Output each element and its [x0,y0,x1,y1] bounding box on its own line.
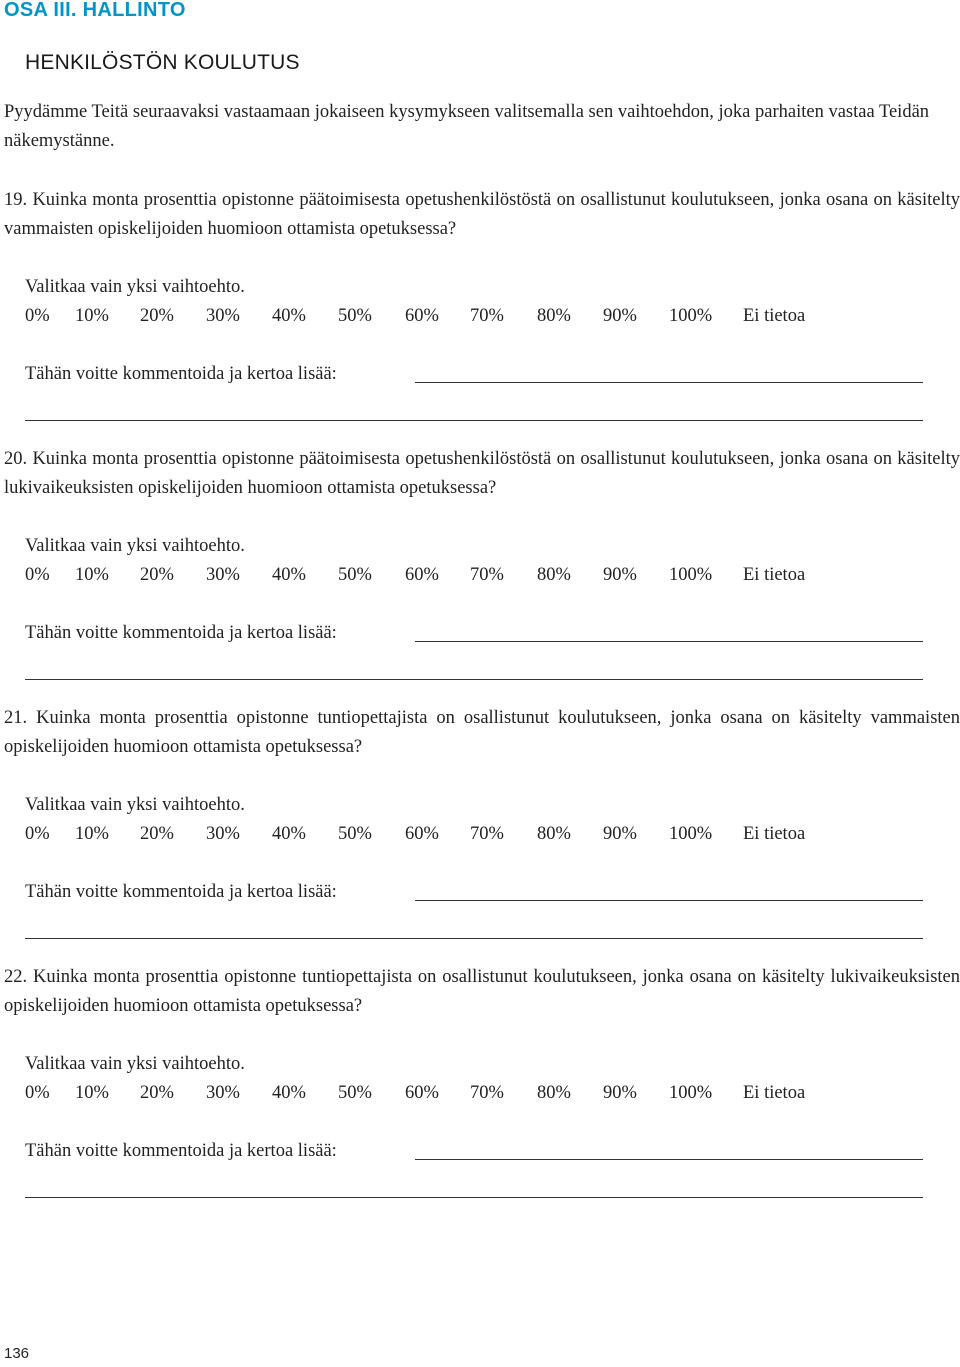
option-10[interactable]: 10% [75,1083,109,1103]
option-70[interactable]: 70% [470,306,504,326]
option-80[interactable]: 80% [537,306,571,326]
option-20[interactable]: 20% [140,306,174,326]
option-0[interactable]: 0% [25,306,50,326]
comment-line[interactable] [25,938,923,939]
option-40[interactable]: 40% [272,306,306,326]
option-50[interactable]: 50% [338,1083,372,1103]
page-number: 136 [4,1345,30,1362]
option-40[interactable]: 40% [272,824,306,844]
option-30[interactable]: 30% [206,1083,240,1103]
option-30[interactable]: 30% [206,306,240,326]
comment-label: Tähän voitte kommentoida ja kertoa lisää: [25,623,337,643]
question-text: 19. Kuinka monta prosenttia opistonne päätoimisesta opetushenkilöstöstä on osallistunut koulutukseen, jonka osana on käsitelty vammaisten opiskelijoiden huomioon ottamista opetuksessa? [4,190,960,239]
question-text: 22. Kuinka monta prosenttia opistonne tuntiopettajista on osallistunut koulutukseen, jonka osana on käsitelty lukivaikeuksisten opiskelijoiden huomioon ottamista opetuksessa? [4,967,960,1016]
option-70[interactable]: 70% [470,565,504,585]
option-20[interactable]: 20% [140,1083,174,1103]
option-40[interactable]: 40% [272,565,306,585]
comment-line[interactable] [25,679,923,680]
option-60[interactable]: 60% [405,824,439,844]
option-0[interactable]: 0% [25,824,50,844]
question-instruction: Valitkaa vain yksi vaihtoehto. [25,277,245,297]
section-title: HENKILÖSTÖN KOULUTUS [25,51,300,74]
option-0[interactable]: 0% [25,1083,50,1103]
option-70[interactable]: 70% [470,1083,504,1103]
option-90[interactable]: 90% [603,565,637,585]
option-50[interactable]: 50% [338,824,372,844]
comment-line[interactable] [415,900,923,901]
option-30[interactable]: 30% [206,565,240,585]
comment-line[interactable] [25,420,923,421]
option-50[interactable]: 50% [338,565,372,585]
option-10[interactable]: 10% [75,565,109,585]
option-30[interactable]: 30% [206,824,240,844]
comment-line[interactable] [415,382,923,383]
option-80[interactable]: 80% [537,565,571,585]
option-ei-tietoa[interactable]: Ei tietoa [743,306,806,326]
intro-text: Pyydämme Teitä seuraavaksi vastaamaan jokaiseen kysymykseen valitsemalla sen vaihtoehdon, joka parhaiten vastaa Teidän näkemystänne. [4,102,930,151]
comment-label: Tähän voitte kommentoida ja kertoa lisää: [25,882,337,902]
question-instruction: Valitkaa vain yksi vaihtoehto. [25,536,245,556]
option-20[interactable]: 20% [140,565,174,585]
option-60[interactable]: 60% [405,565,439,585]
option-40[interactable]: 40% [272,1083,306,1103]
comment-label: Tähän voitte kommentoida ja kertoa lisää: [25,364,337,384]
comment-label: Tähän voitte kommentoida ja kertoa lisää: [25,1141,337,1161]
option-100[interactable]: 100% [669,824,713,844]
comment-line[interactable] [25,1197,923,1198]
option-20[interactable]: 20% [140,824,174,844]
question-instruction: Valitkaa vain yksi vaihtoehto. [25,1054,245,1074]
question-text: 20. Kuinka monta prosenttia opistonne päätoimisesta opetushenkilöstöstä on osallistunut koulutukseen, jonka osana on käsitelty lukivaikeuksisten opiskelijoiden huomioon ottamista opetuksessa? [4,449,960,498]
option-10[interactable]: 10% [75,306,109,326]
option-ei-tietoa[interactable]: Ei tietoa [743,1083,806,1103]
option-100[interactable]: 100% [669,306,713,326]
option-100[interactable]: 100% [669,1083,713,1103]
option-50[interactable]: 50% [338,306,372,326]
option-ei-tietoa[interactable]: Ei tietoa [743,565,806,585]
option-80[interactable]: 80% [537,1083,571,1103]
option-0[interactable]: 0% [25,565,50,585]
option-60[interactable]: 60% [405,306,439,326]
part-title: OSA III. HALLINTO [4,0,186,21]
option-70[interactable]: 70% [470,824,504,844]
option-10[interactable]: 10% [75,824,109,844]
option-90[interactable]: 90% [603,1083,637,1103]
question-instruction: Valitkaa vain yksi vaihtoehto. [25,795,245,815]
comment-line[interactable] [415,1159,923,1160]
option-80[interactable]: 80% [537,824,571,844]
question-text: 21. Kuinka monta prosenttia opistonne tuntiopettajista on osallistunut koulutukseen, jonka osana on käsitelty vammaisten opiskelijoiden huomioon ottamista opetuksessa? [4,708,960,757]
option-90[interactable]: 90% [603,824,637,844]
option-100[interactable]: 100% [669,565,713,585]
comment-line[interactable] [415,641,923,642]
option-60[interactable]: 60% [405,1083,439,1103]
option-90[interactable]: 90% [603,306,637,326]
option-ei-tietoa[interactable]: Ei tietoa [743,824,806,844]
